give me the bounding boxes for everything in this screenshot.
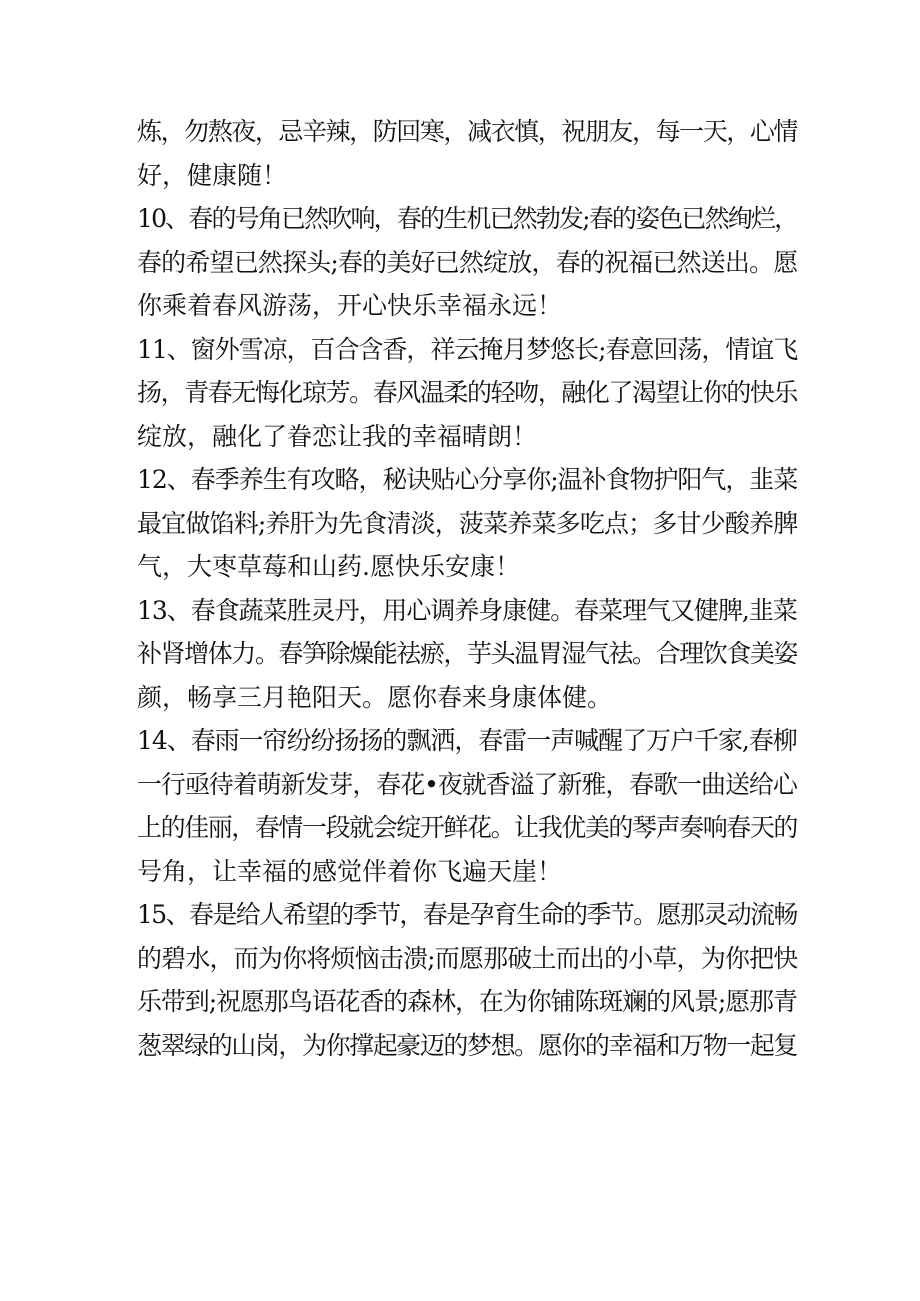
text-line: 颜，畅享三月艳阳天。愿你春来身康体健。 (137, 682, 613, 712)
paragraph-14 (137, 719, 797, 893)
text-line: 乐带到;祝愿那鸟语花香的森林，在为你铺陈斑斓的风景;愿那青 (137, 987, 797, 1016)
text-line: 春的希望已然探头;春的美好已然绽放，春的祝福已然送出。愿 (137, 247, 798, 277)
text-line: 14、春雨一帘纷纷扬扬的飘洒，春雷一声喊醒了万户千家,春柳 (137, 726, 797, 755)
text-line: 13、春食蔬菜胜灵丹，用心调养身康健。春菜理气又健脾,韭菜 (137, 595, 797, 625)
text-line: 11、窗外雪凉，百合含香，祥云掩月梦悠长;春意回荡，情谊飞 (137, 334, 798, 364)
text-line: 绽放，融化了眷恋让我的幸福晴朗！ (137, 421, 538, 451)
paragraph-15 (137, 893, 797, 1067)
text-line: 12、春季养生有攻略，秘诀贴心分享你;温补食物护阳气，韭菜 (137, 465, 798, 494)
text-line: 气，大枣草莓和山药.愿快乐安康！ (137, 552, 520, 581)
text-line: 号角，让幸福的感觉伴着你飞遍天崖！ (137, 856, 563, 886)
text-line: 好，健康随！ (137, 160, 288, 190)
text-line: 上的佳丽，春情一段就会绽开鲜花。让我优美的琴声奏响春天的 (137, 813, 798, 842)
text-line: 补肾增体力。春笋除燥能祛瘀，芋头温胃湿气祛。合理饮食美姿 (137, 639, 798, 668)
document-body (137, 110, 797, 1067)
text-line: 的碧水，而为你将烦恼击溃;而愿那破土而出的小草，为你把快 (137, 943, 798, 973)
paragraph-10 (137, 197, 797, 328)
text-line: 你乘着春风游荡，开心快乐幸福永远！ (137, 291, 563, 320)
text-line: 葱翠绿的山岗，为你撑起豪迈的梦想。愿你的幸福和万物一起复 (137, 1030, 798, 1060)
text-line: 扬，青春无悔化琼芳。春风温柔的轻吻，融化了渴望让你的快乐 (137, 378, 798, 407)
paragraph-12 (137, 458, 797, 589)
text-line: 炼，勿熬夜，忌辛辣，防回寒，减衣慎，祝朋友，每一天，心情 (137, 117, 798, 146)
paragraph-continued (137, 110, 797, 197)
text-line: 10、春的号角已然吹响，春的生机已然勃发;春的姿色已然绚烂， (137, 204, 798, 233)
paragraph-13 (137, 589, 797, 720)
text-line: 最宜做馅料;养肝为先食清淡，菠菜养菜多吃点；多甘少酸养脾 (137, 508, 798, 538)
text-line: 15、春是给人希望的季节，春是孕育生命的季节。愿那灵动流畅 (137, 900, 797, 929)
text-line: 一行亟待着萌新发芽，春花•夜就香溢了新雅，春歌一曲送给心 (137, 769, 797, 799)
paragraph-11 (137, 328, 797, 459)
